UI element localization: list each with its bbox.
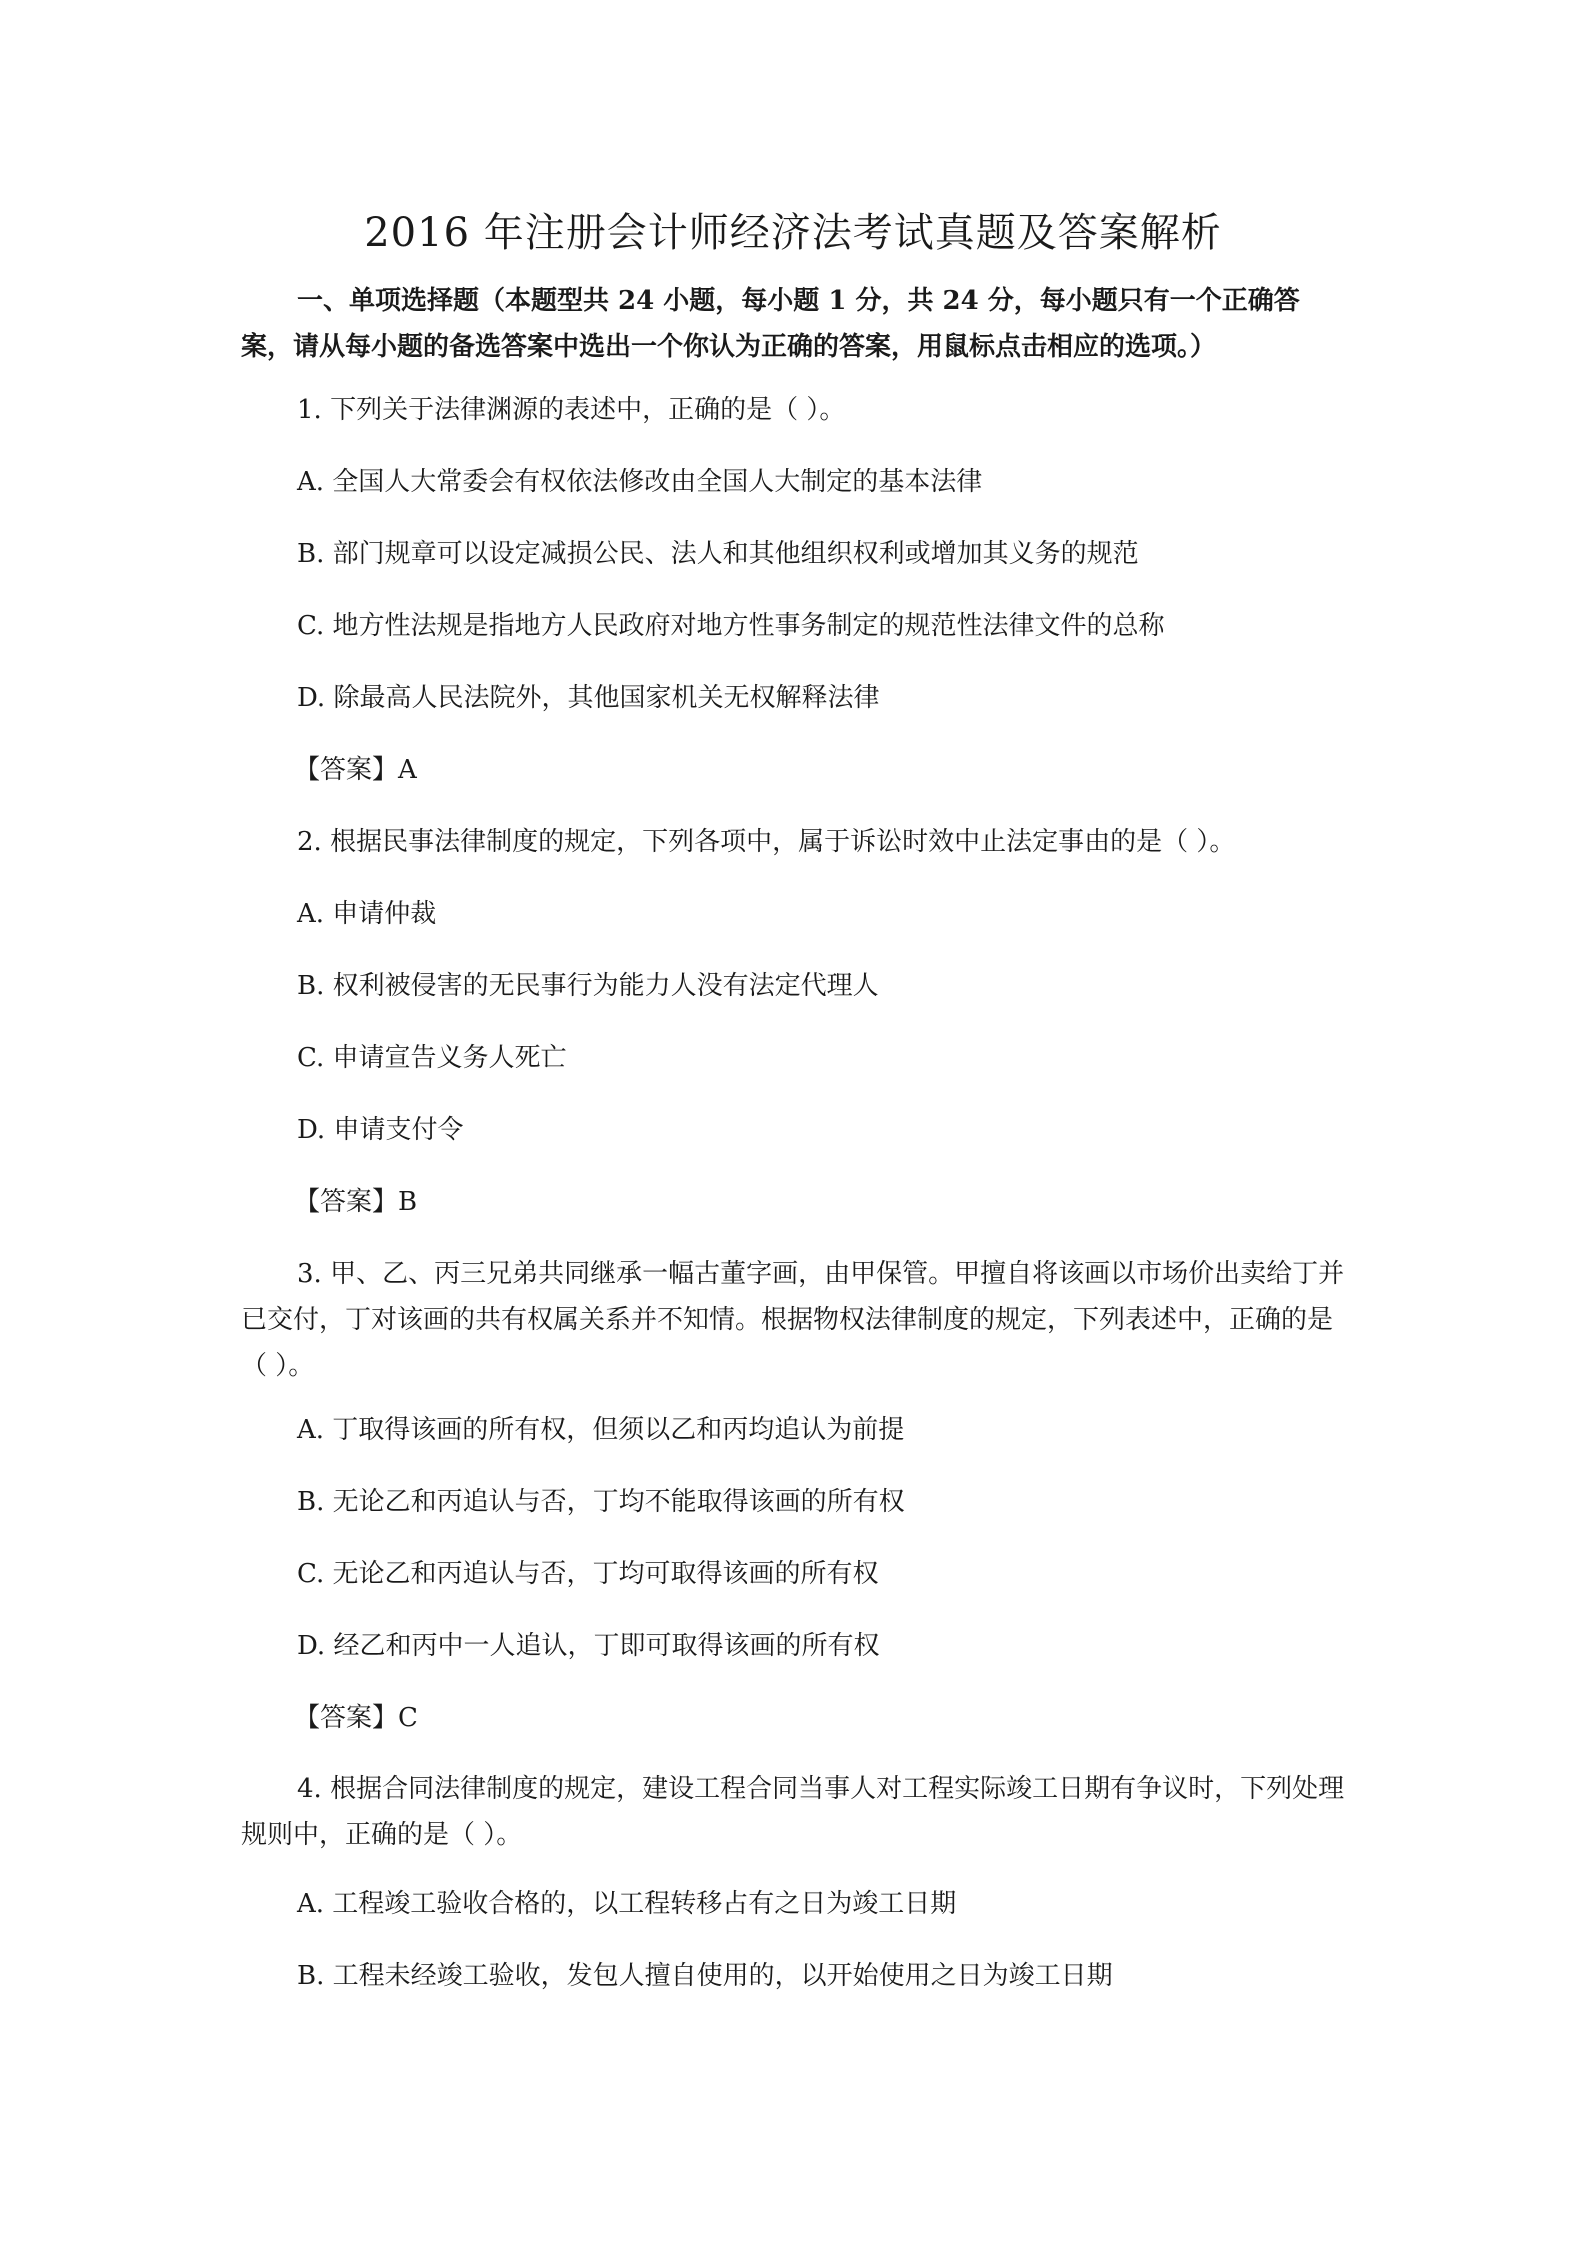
question-3-option-a: A. 丁取得该画的所有权，但须以乙和丙均追认为前提 — [297, 1415, 905, 1445]
question-2-option-c: C. 申请宣告义务人死亡 — [297, 1043, 567, 1073]
question-1-answer: 【答案】A — [294, 755, 417, 785]
question-3-option-c: C. 无论乙和丙追认与否，丁均可取得该画的所有权 — [297, 1559, 879, 1589]
question-1-option-c: C. 地方性法规是指地方人民政府对地方性事务制定的规范性法律文件的总称 — [297, 611, 1165, 641]
question-4-option-b: B. 工程未经竣工验收，发包人擅自使用的，以开始使用之日为竣工日期 — [297, 1961, 1113, 1991]
question-3-answer: 【答案】C — [294, 1703, 418, 1733]
question-2-answer: 【答案】B — [294, 1187, 418, 1217]
question-3-option-b: B. 无论乙和丙追认与否，丁均不能取得该画的所有权 — [297, 1487, 905, 1517]
question-2-option-d: D. 申请支付令 — [297, 1115, 464, 1145]
question-3-stem: 3. 甲、乙、丙三兄弟共同继承一幅古董字画，由甲保管。甲擅自将该画以市场价出卖给丁并已交付，丁对该画的共有权属关系并不知情。根据物权法律制度的规定，下列表述中，正确的是（ ）。 — [241, 1259, 1345, 1381]
question-3-option-d: D. 经乙和丙中一人追认，丁即可取得该画的所有权 — [297, 1631, 880, 1661]
document-title: 2016 年注册会计师经济法考试真题及答案解析 — [364, 210, 1222, 256]
question-1-stem: 1. 下列关于法律渊源的表述中，正确的是（ ）。 — [297, 395, 846, 425]
question-2-stem: 2. 根据民事法律制度的规定，下列各项中，属于诉讼时效中止法定事由的是（ ）。 — [297, 827, 1236, 857]
question-4-stem: 4. 根据合同法律制度的规定，建设工程合同当事人对工程实际竣工日期有争议时，下列处理规则中，正确的是（ ）。 — [241, 1774, 1345, 1850]
question-1-option-d: D. 除最高人民法院外，其他国家机关无权解释法律 — [297, 683, 880, 713]
section-header: 一、单项选择题（本题型共 24 小题，每小题 1 分，共 24 分，每小题只有一个正确答案，请从每小题的备选答案中选出一个你认为正确的答案，用鼠标点击相应的选项。） — [241, 286, 1300, 362]
question-1-option-b: B. 部门规章可以设定减损公民、法人和其他组织权利或增加其义务的规范 — [297, 539, 1139, 569]
question-1-option-a: A. 全国人大常委会有权依法修改由全国人大制定的基本法律 — [297, 467, 983, 497]
question-2-option-a: A. 申请仲裁 — [297, 899, 437, 929]
question-4-option-a: A. 工程竣工验收合格的，以工程转移占有之日为竣工日期 — [297, 1889, 957, 1919]
question-2-option-b: B. 权利被侵害的无民事行为能力人没有法定代理人 — [297, 971, 879, 1001]
